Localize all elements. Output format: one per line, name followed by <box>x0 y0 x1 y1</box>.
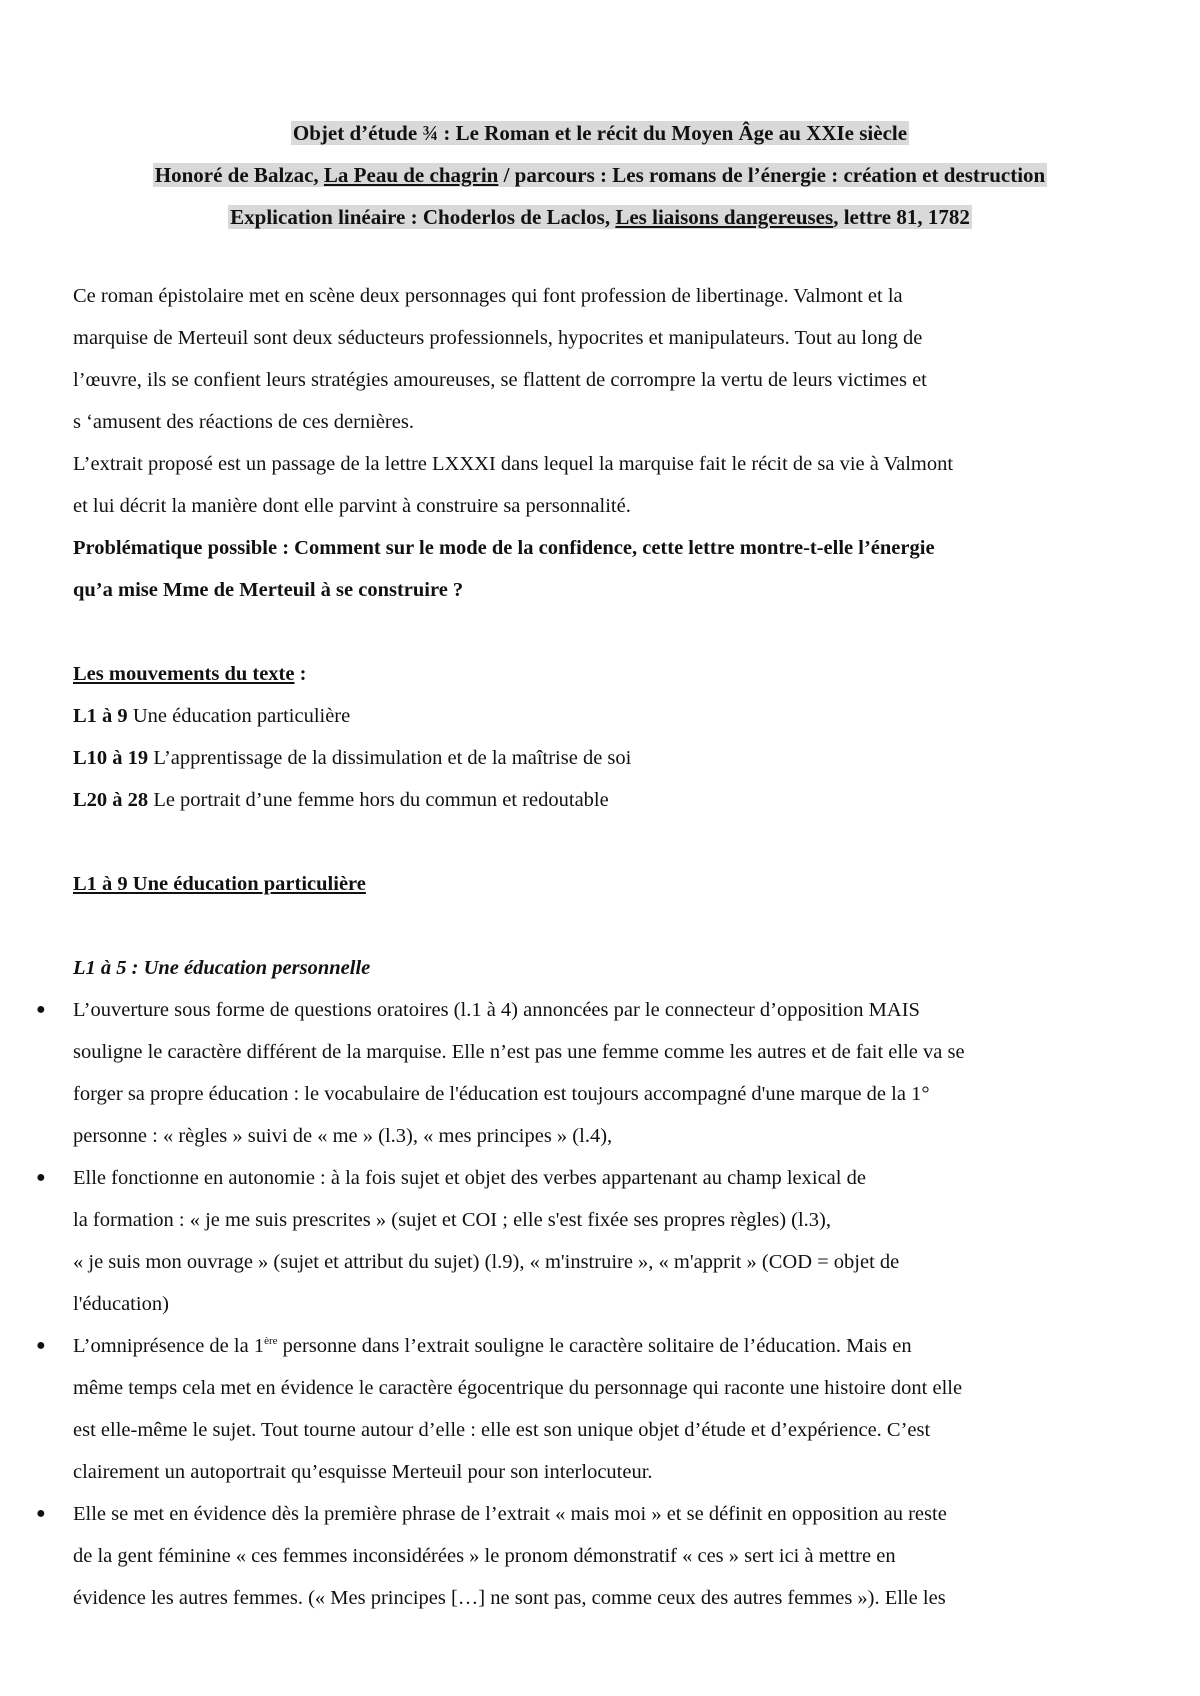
header-parcours <box>153 163 1047 187</box>
analysis-bullet-list <box>36 989 1133 1619</box>
superscript: ère <box>264 1335 278 1348</box>
bullet-line: L’ouverture sous forme de questions oratoires (l.1 à 4) annoncées par le connecteur d’opposition MAIS <box>73 999 920 1021</box>
bullet-dot-icon: ● <box>36 1337 46 1354</box>
bullet-line <box>73 1325 1133 1367</box>
intro-line: l’œuvre, ils se confient leurs stratégies amoureuses, se flattent de corrompre la vertu de leurs victimes et <box>73 369 927 391</box>
header-book-title: La Peau de chagrin <box>323 163 499 187</box>
subsection-heading: L1 à 5 : Une éducation personnelle <box>73 957 371 979</box>
intro-line: Ce roman épistolaire met en scène deux personnages qui font profession de libertinage. Valmont et la <box>73 285 903 307</box>
problematique-line: Problématique possible : Comment sur le mode de la confidence, cette lettre montre-t-elle l’énergie <box>73 537 935 559</box>
movements-heading-colon: : <box>294 663 307 685</box>
movement-item <box>73 779 1133 821</box>
intro-line: et lui décrit la manière dont elle parvint à construire sa personnalité. <box>73 495 631 517</box>
bullet-text: personne dans l’extrait souligne le caractère solitaire de l’éducation. Mais en <box>277 1335 912 1357</box>
bullet-line: clairement un autoportrait qu’esquisse Merteuil pour son interlocuteur. <box>73 1461 653 1483</box>
header-explication <box>228 205 972 229</box>
header-line-2 <box>0 154 1200 196</box>
movement-range: L10 à 19 <box>73 747 149 769</box>
bullet-line: de la gent féminine « ces femmes inconsidérées » le pronom démonstratif « ces » sert ici à mettre en <box>73 1545 896 1567</box>
movement-range: L1 à 9 <box>73 705 128 727</box>
document-body <box>36 275 1133 1619</box>
header-explication-author: Explication linéaire : Choderlos de Laclos, <box>230 205 616 229</box>
bullet-line: personne : « règles » suivi de « me » (l.3), « mes principes » (l.4), <box>73 1125 613 1147</box>
bullet-item <box>36 1493 1133 1619</box>
bullet-line: est elle-même le sujet. Tout tourne autour d’elle : elle est son unique objet d’étude et d’expérience. C’est <box>73 1419 931 1441</box>
header-line-3 <box>0 196 1200 238</box>
movement-text: Le portrait d’une femme hors du commun et redoutable <box>148 789 609 811</box>
problematique-line: qu’a mise Mme de Merteuil à se construire ? <box>73 579 464 601</box>
spacer <box>73 821 1133 863</box>
bullet-item <box>36 989 1133 1157</box>
bullet-item <box>36 1157 1133 1325</box>
document-header <box>0 112 1200 238</box>
movements-heading-text: Les mouvements du texte <box>73 663 295 685</box>
bullet-dot-icon: ● <box>36 1001 46 1018</box>
intro-line: L’extrait proposé est un passage de la lettre LXXXI dans lequel la marquise fait le récit de sa vie à Valmont <box>73 453 954 475</box>
bullet-dot-icon: ● <box>36 1505 46 1522</box>
movements-heading <box>73 653 1133 695</box>
header-work-title: Les liaisons dangereuses <box>615 205 834 229</box>
spacer <box>73 611 1133 653</box>
header-author: Honoré de Balzac, <box>154 163 324 187</box>
movement-item <box>73 737 1133 779</box>
spacer <box>73 905 1133 947</box>
intro-line: marquise de Merteuil sont deux séducteurs professionnels, hypocrites et manipulateurs. Tout au long de <box>73 327 923 349</box>
intro-line: s ‘amusent des réactions de ces dernières. <box>73 411 414 433</box>
bullet-line: la formation : « je me suis prescrites » (sujet et COI ; elle s'est fixée ses propres règles) (l.3), <box>73 1209 831 1231</box>
bullet-line: même temps cela met en évidence le caractère égocentrique du personnage qui raconte une histoire dont elle <box>73 1377 963 1399</box>
movement-text: Une éducation particulière <box>127 705 351 727</box>
bullet-line: Elle se met en évidence dès la première phrase de l’extrait « mais moi » et se définit en opposition au reste <box>73 1503 947 1525</box>
bullet-item <box>36 1325 1133 1493</box>
bullet-text: L’omniprésence de la 1 <box>73 1335 265 1357</box>
movement-text: L’apprentissage de la dissimulation et de la maîtrise de soi <box>148 747 632 769</box>
bullet-line: forger sa propre éducation : le vocabulaire de l'éducation est toujours accompagné d'une marque de la 1° <box>73 1083 930 1105</box>
bullet-line: « je suis mon ouvrage » (sujet et attribut du sujet) (l.9), « m'instruire », « m'apprit » (COD = objet de <box>73 1251 900 1273</box>
bullet-line: évidence les autres femmes. (« Mes principes […] ne sont pas, comme ceux des autres femmes »). Elle les <box>73 1587 946 1609</box>
bullet-line: souligne le caractère différent de la marquise. Elle n’est pas une femme comme les autres et de fait elle va se <box>73 1041 965 1063</box>
bullet-line: l'éducation) <box>73 1293 169 1315</box>
header-study-object: Objet d’étude ¾ : Le Roman et le récit du Moyen Âge au XXIe siècle <box>292 121 908 145</box>
movement-range: L20 à 28 <box>73 789 149 811</box>
header-letter-ref: , lettre 81, 1782 <box>833 205 970 229</box>
section-heading <box>73 863 1133 905</box>
section-heading-text: L1 à 9 Une éducation particulière <box>73 873 366 895</box>
header-line-1 <box>0 112 1200 154</box>
bullet-dot-icon: ● <box>36 1169 46 1186</box>
movement-item <box>73 695 1133 737</box>
bullet-line: Elle fonctionne en autonomie : à la fois sujet et objet des verbes appartenant au champ lexical de <box>73 1167 866 1189</box>
header-parcours-text: / parcours : Les romans de l’énergie : création et destruction <box>498 163 1046 187</box>
